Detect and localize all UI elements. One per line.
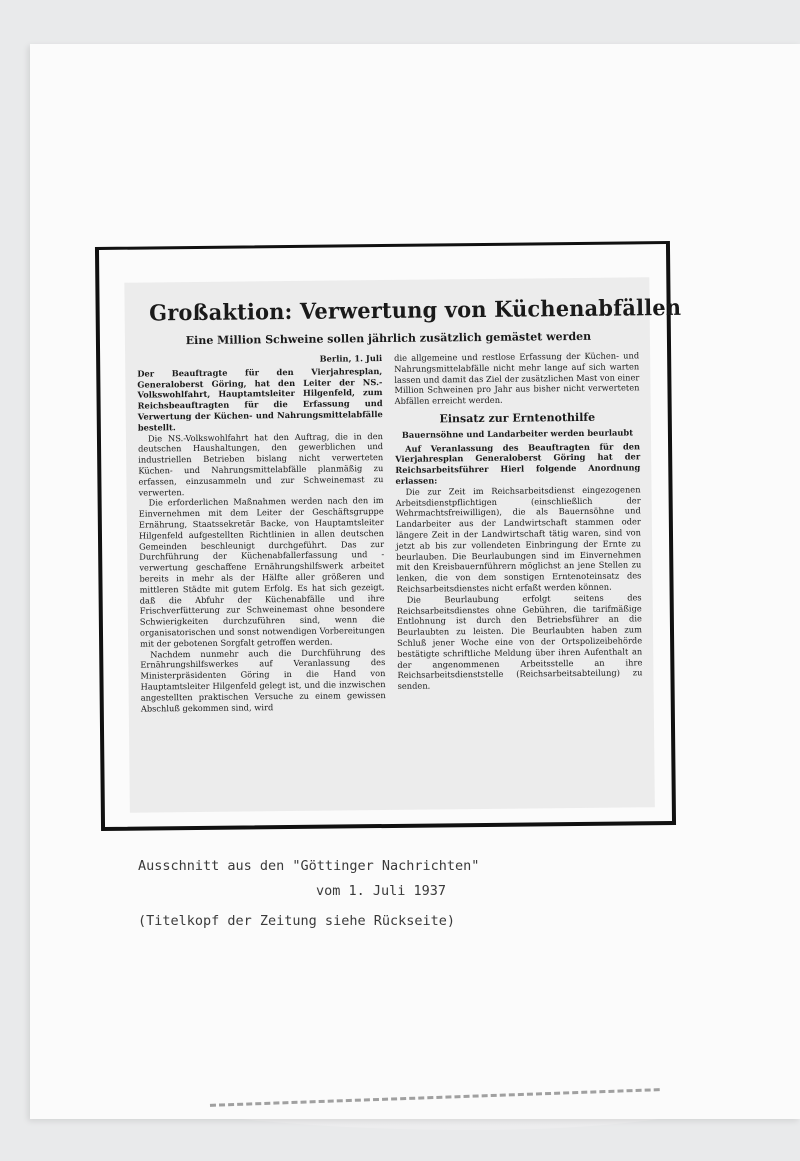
clipping-frame: [95, 241, 682, 831]
dateline: Berlin, 1. Juli: [319, 353, 383, 364]
headline: Großaktion: Verwertung von Küchenabfällen: [149, 294, 682, 327]
lead-paragraph: Auf Veranlassung des Beauftragten für den Vierjahresplan Generaloberst Göring hat der Reichsarbeitsführer Hierl folgende Anordnung erlassen:: [395, 440, 641, 486]
caption-source: Ausschnitt aus den "Göttinger Nachrichten": [138, 858, 480, 874]
caption-note: (Titelkopf der Zeitung siehe Rückseite): [138, 913, 455, 929]
paragraph: Nachdem nunmehr auch die Durchführung des Ernährungshilfswerkes auf Veranlassung des Ministerpräsidenten Göring in die Hand von Hauptamtsleiter Hilgenfeld gelegt ist, und die inzwischen angestellten praktischen Versuche zu einem gewissen Abschluß gekommen sind, wird: [140, 646, 386, 714]
paragraph: Die Beurlaubung erfolgt seitens des Reichsarbeitsdienstes ohne Gebühren, die tarifmäßige Entlohnung ist durch den Betriebsführer an die Beurlaubten zu leisten. Die Beurlaubten haben zum Schluß jener Woche eine von der Ortspolizeibehörde bestätigte schriftliche Meldung über ihren Aufenthalt an der angenommenen Arbeitsstelle an ihre Reichsarbeitsdienststelle (Reichsarbeitsabteilung) zu senden.: [396, 592, 643, 691]
paragraph: Die zur Zeit im Reichsarbeitsdienst eingezogenen Arbeitsdienstpflichtigen (einschließlich der Wehrmachtsfreiwilligen), die als Bauernsöhne und Landarbeiter aus der Landwirtschaft stammen oder längere Zeit in der Landwirtschaft tätig waren, sind von jetzt ab bis zur vollendeten Einbringung der Ernte zu beurlauben. Die Beurlaubungen sind im Einvernehmen mit den Kreisbauernführern möglichst an jene Stellen zu lenken, die von dem sonstigen Erntenoteinsatz des Reichsarbeitsdienstes nicht erfaßt werden können.: [395, 484, 642, 594]
paragraph: Die erforderlichen Maßnahmen werden nach den im Einvernehmen mit dem Leiter der Geschäftsgruppe Ernährung, Staatssekretär Backe, von Hauptamtsleiter Hilgenfeld aufgestellten Richtlinien in allen deutschen Gemeinden beschleunigt durchgeführt. Das zur Durchführung der Küchenabfallerfassung und -verwertung geschaffene Ernährungshilfswerk arbeitet bereits in mehr als der Hälfte aller größeren und mittleren Städte mit gutem Erfolg. Es hat sich gezeigt, daß die Abfuhr der Küchenabfälle und ihre Frischverfütterung zur Schweinemast ohne besondere Schwierigkeiten durchzuführen sind, wenn die organisatorischen und sonst notwendigen Vorbereitungen mit der gebotenen Sorgfalt getroffen werden.: [138, 495, 386, 649]
paragraph: die allgemeine und restlose Erfassung der Küchen- und Nahrungsmittelabfälle nicht mehr lange auf sich warten lassen und damit das Ziel der zusätzlichen Mast von einer Million Schweinen pro Jahr aus bisher nicht verwerteten Abfällen erreicht werden.: [394, 350, 640, 407]
column-right: [394, 350, 643, 711]
section-heading: Einsatz zur Erntenothilfe: [439, 410, 596, 426]
lead-paragraph: Der Beauftragte für den Vierjahresplan, Generaloberst Göring, hat den Leiter der NS.-Volkswohlfahrt, Hauptamtsleiter Hilgenfeld, zum Reichsbeauftragten für die Erfassung und Verwertung der Küchen- und Nahrungsmittelabfälle bestellt.: [137, 365, 383, 433]
caption-date: vom 1. Juli 1937: [316, 883, 447, 899]
subheadline: Eine Million Schweine sollen jährlich zusätzlich gemästet werden: [185, 329, 592, 348]
paragraph: Die NS.-Volkswohlfahrt hat den Auftrag, die in den deutschen Haushaltungen, den gewerblichen und industriellen Betrieben bislang nicht verwerteten Küchen- und Nahrungsmittelabfälle planmäßig zu erfassen, einzusammeln und zur Schweinemast zu verwerten.: [138, 430, 384, 498]
section-subheading: Bauernsöhne und Landarbeiter werden beurlaubt: [401, 427, 634, 440]
newspaper-clipping: [124, 277, 682, 812]
article-columns: [137, 350, 644, 714]
column-left: [137, 353, 386, 714]
